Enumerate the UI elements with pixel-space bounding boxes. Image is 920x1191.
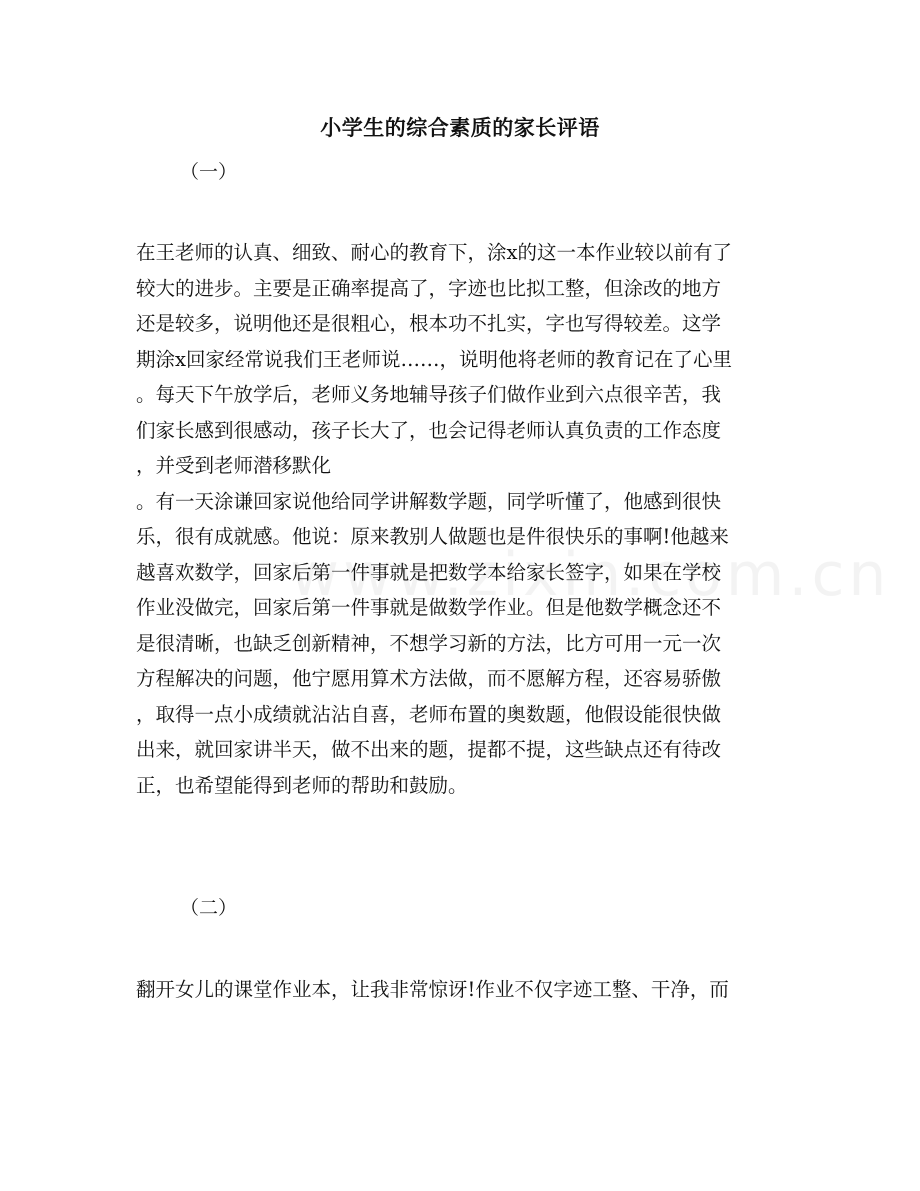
section-2-body	[136, 972, 796, 1008]
text-line: 作业没做完，回家后第一件事就是做数学作业。但是他数学概念还不	[136, 596, 722, 619]
text-line: 越喜欢数学，回家后第一件事就是把数学本给家长签字，如果在学校	[136, 560, 722, 584]
text-line: 还是较多，说明他还是很粗心，根本功不扎实，字也写得较差。这学	[136, 312, 722, 335]
text-line: 。有一天涂谦回家说他给同学讲解数学题，同学听懂了，他感到很快	[136, 489, 722, 513]
section-heading-2: （二）	[180, 897, 238, 919]
text-line: 正，也希望能得到老师的帮助和鼓励。	[136, 773, 468, 797]
text-line: 。每天下午放学后，老师义务地辅导孩子们做作业到六点很辛苦，我	[136, 383, 722, 406]
text-line: 期涂x回家经常说我们王老师说……，说明他将老师的教育记在了心里	[136, 347, 732, 371]
watermark	[290, 540, 890, 610]
section-heading-1: （一）	[180, 161, 238, 183]
document-title: 小学生的综合素质的家长评语	[320, 115, 600, 140]
text-line: 乐，很有成就感。他说：原来教别人做题也是件很快乐的事啊!他越来	[136, 525, 729, 548]
text-line: 们家长感到很感动，孩子长大了，也会记得老师认真负责的工作态度	[136, 418, 722, 442]
text-line: 出来，就回家讲半天，做不出来的题，提都不提，这些缺点还有待改	[136, 738, 722, 761]
text-line: 较大的进步。主要是正确率提高了，字迹也比拟工整，但涂改的地方	[136, 276, 722, 300]
text-line: 是很清晰，也缺乏创新精神，不想学习新的方法，比方可用一元一次	[136, 631, 722, 655]
text-line: 在王老师的认真、细致、耐心的教育下，涂x的这一本作业较以前有了	[136, 241, 732, 264]
text-line: 方程解决的问题，他宁愿用算术方法做，而不愿解方程，还容易骄傲	[136, 667, 722, 690]
text-line: 翻开女儿的课堂作业本，让我非常惊讶!作业不仅字迹工整、干净，而	[136, 978, 729, 1001]
text-line: ，并受到老师潜移默化	[136, 454, 332, 477]
text-line: ，取得一点小成绩就沾沾自喜，老师布置的奥数题，他假设能很快做	[136, 702, 722, 726]
section-1-body	[136, 235, 796, 803]
